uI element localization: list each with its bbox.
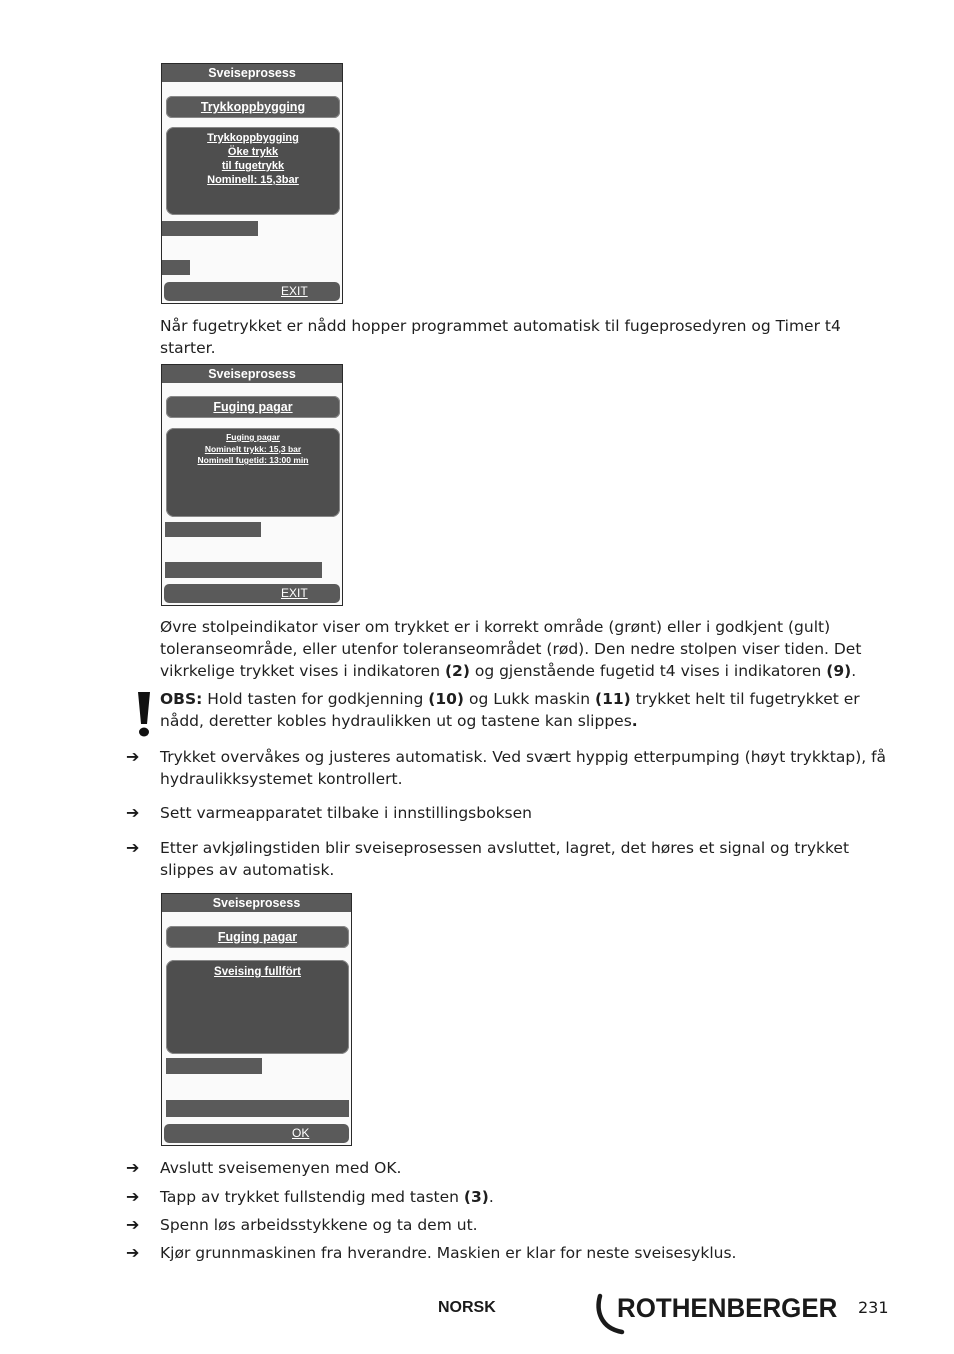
ref: (11) xyxy=(594,690,631,708)
message-line: Nominell: 15,3bar xyxy=(207,174,299,186)
text: og Lukk maskin xyxy=(464,690,595,708)
ref: (3) xyxy=(463,1188,489,1206)
list-item: Sett varmeapparatet tilbake i innstillingsboksen xyxy=(160,804,532,822)
text: Hold tasten for godkjenning xyxy=(202,690,429,708)
brand-logo xyxy=(594,1290,839,1336)
ok-label: OK xyxy=(292,1126,310,1140)
message-line: Trykkoppbygging xyxy=(207,132,299,144)
time-bar xyxy=(165,562,322,578)
message-box xyxy=(166,428,340,517)
text: . xyxy=(488,1188,494,1206)
phase-label: Trykkoppbygging xyxy=(166,96,340,118)
phase-label: Fuging pagar xyxy=(166,396,340,418)
arrow-icon: ➔ xyxy=(126,1215,140,1234)
obs-label: OBS: xyxy=(160,690,203,708)
pressure-bar xyxy=(165,522,261,537)
list-item: Avslutt sveisemenyen med OK. xyxy=(160,1159,402,1177)
list-item: Trykket overvåkes og justeres automatisk. Ved svært hyppig etterpumping (høyt trykktap), få hydraulikksystemet kontrollert. xyxy=(160,748,887,788)
arrow-icon: ➔ xyxy=(126,1158,140,1177)
obs-note xyxy=(160,688,900,732)
arrow-icon: ➔ xyxy=(126,838,140,857)
screen-title: Sveiseprosess xyxy=(162,894,351,912)
screen-welding-complete xyxy=(161,893,352,1146)
list-item: Spenn løs arbeidsstykkene og ta dem ut. xyxy=(160,1216,478,1234)
arrow-icon: ➔ xyxy=(126,803,140,822)
message-box xyxy=(166,960,349,1054)
arrow-icon: ➔ xyxy=(126,747,140,766)
brand-name: ROTHENBERGER xyxy=(617,1293,838,1323)
ok-button[interactable] xyxy=(164,1124,349,1143)
exit-button[interactable] xyxy=(164,282,340,301)
ref: (10) xyxy=(428,690,465,708)
text: og gjenstående fugetid t4 vises i indikatoren xyxy=(469,662,827,680)
paragraph-pressure-reached: Når fugetrykket er nådd hopper programmet automatisk til fugeprosedyren og Timer t4 starter. xyxy=(160,317,841,357)
screen-pressure-buildup xyxy=(161,63,343,304)
arrow-icon: ➔ xyxy=(126,1187,140,1206)
time-bar xyxy=(162,260,190,275)
exit-label: EXIT xyxy=(281,284,308,298)
screen-title: Sveiseprosess xyxy=(162,64,342,82)
message-box xyxy=(166,127,340,215)
language-label: NORSK xyxy=(438,1299,496,1316)
text: Øvre stolpeindikator viser om trykket er i korrekt område (grønt) eller i godkjent (gult) toleranseområde, eller utenfor toleranseområdet (rød). Den nedre stolpen viser tiden. Det vikrkelige trykket vises i indikatoren xyxy=(160,618,862,680)
screen-joining-in-progress xyxy=(161,364,343,606)
time-bar xyxy=(166,1100,349,1117)
pressure-bar xyxy=(166,1058,262,1074)
list-item xyxy=(160,1186,900,1208)
paragraph-indicator-explanation xyxy=(160,616,900,682)
message-line: Nominell fugetid: 13:00 min xyxy=(197,455,309,465)
message-line: Fuging pagar xyxy=(226,432,280,442)
exit-button[interactable] xyxy=(164,584,340,603)
message-line: til fugetrykk xyxy=(221,160,285,172)
pressure-bar xyxy=(162,221,258,236)
screen-title: Sveiseprosess xyxy=(162,365,342,383)
text: Tapp av trykket fullstendig med tasten xyxy=(160,1188,464,1206)
exclamation-icon xyxy=(135,690,153,738)
ref: (9) xyxy=(826,662,852,680)
arrow-icon: ➔ xyxy=(126,1243,140,1262)
message-line: Nominelt trykk: 15,3 bar xyxy=(204,443,302,454)
ref: (2) xyxy=(444,662,470,680)
message-line: Sveising fullfört xyxy=(214,966,301,978)
phase-label: Fuging pagar xyxy=(166,926,349,948)
text: . xyxy=(851,662,857,680)
message-line: Öke trykk xyxy=(227,146,279,158)
exit-label: EXIT xyxy=(281,586,308,600)
text: . xyxy=(631,712,638,730)
list-item: Etter avkjølingstiden blir sveiseprosessen avsluttet, lagret, det høres et signal og trykket slippes av automatisk. xyxy=(160,839,850,879)
page-number: 231 xyxy=(858,1298,889,1317)
list-item: Kjør grunnmaskinen fra hverandre. Maskien er klar for neste sveisesyklus. xyxy=(160,1244,737,1262)
text: trykket helt til fugetrykket er nådd, deretter kobles hydraulikken ut og tastene kan slippes xyxy=(160,690,860,730)
